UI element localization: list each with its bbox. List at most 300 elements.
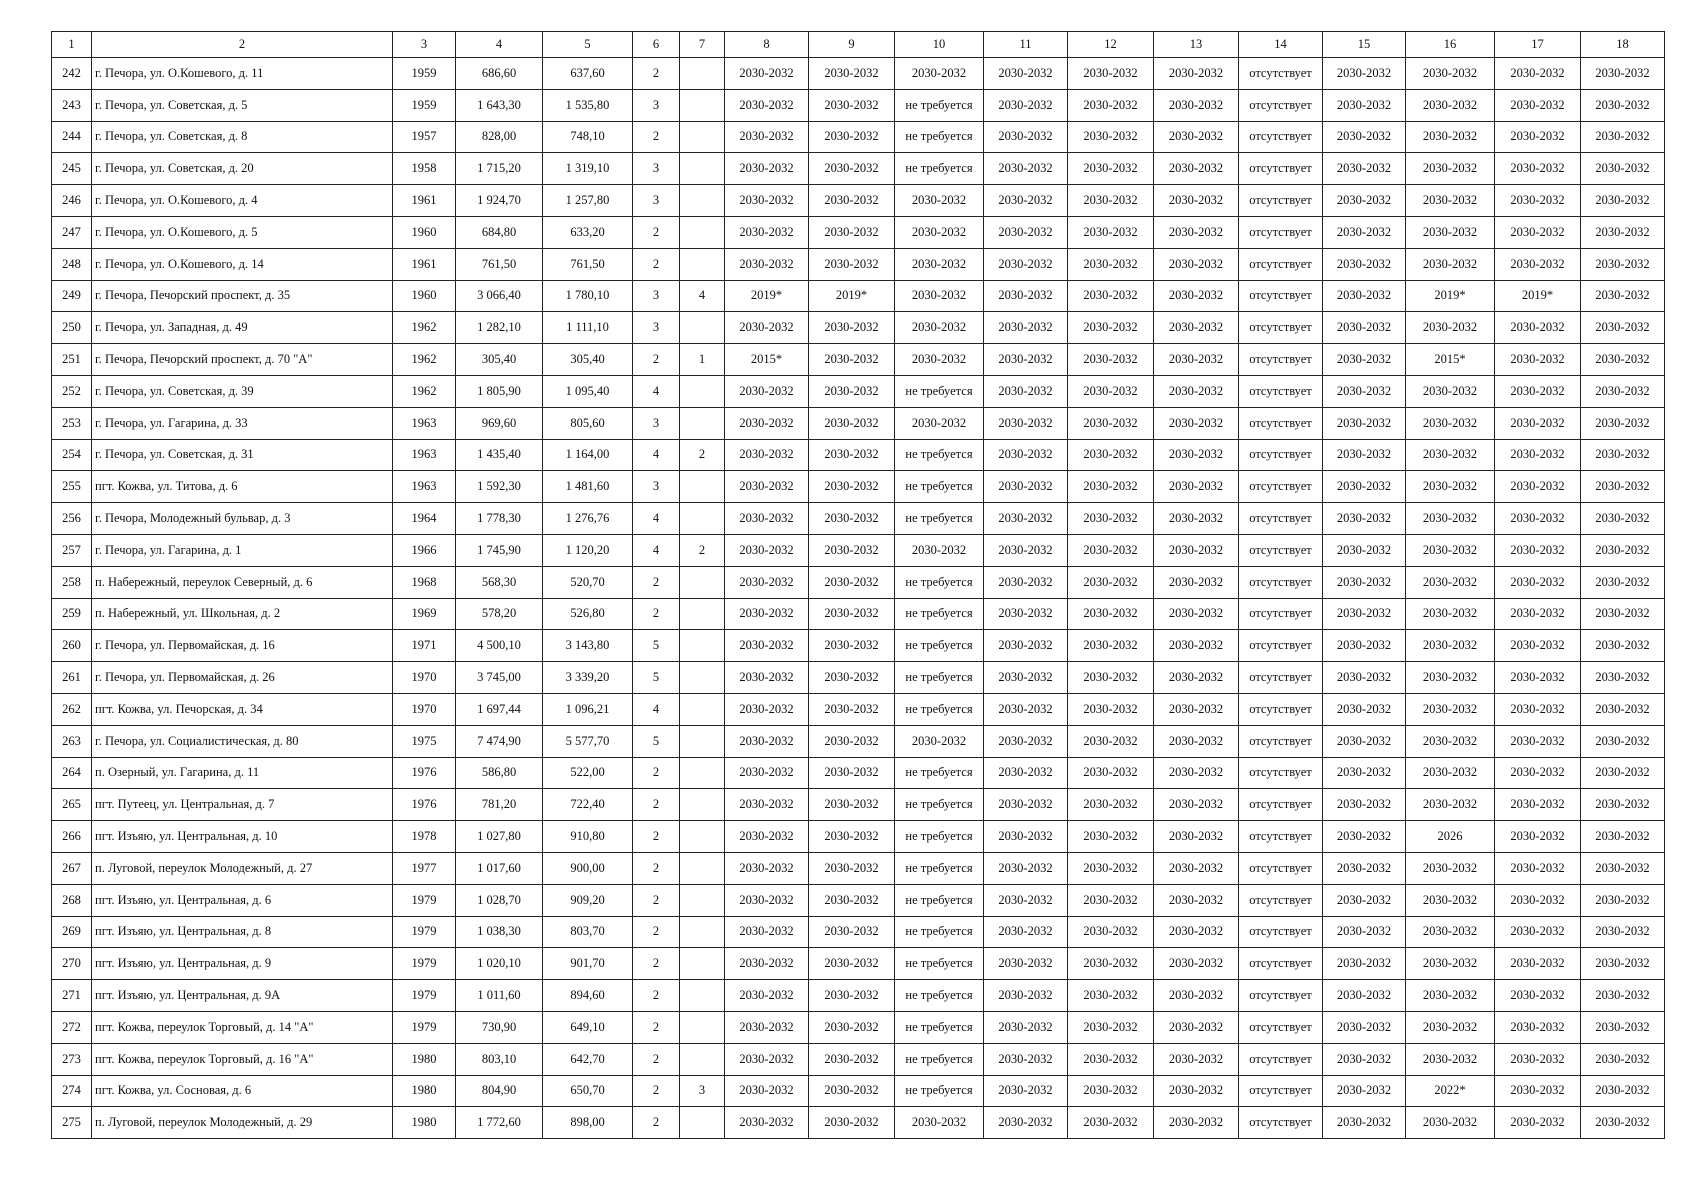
table-cell: 2030-2032 [1581,1107,1665,1139]
table-cell: 2030-2032 [1495,344,1581,376]
table-cell: 2030-2032 [1068,884,1154,916]
column-header-9: 9 [809,32,895,58]
table-row [52,121,1665,153]
table-cell: 2030-2032 [725,948,809,980]
table-cell: 3 [633,153,680,185]
table-row [52,534,1665,566]
table-cell: 2030-2032 [984,630,1068,662]
row-number-cell: 246 [52,185,92,217]
table-cell: 1 276,76 [543,503,633,535]
table-cell: 2030-2032 [725,407,809,439]
table-cell: 1 096,21 [543,693,633,725]
table-cell: 1 020,10 [456,948,543,980]
table-cell: 2030-2032 [725,693,809,725]
table-cell [680,153,725,185]
table-cell: 2030-2032 [1068,185,1154,217]
table-cell: 2030-2032 [725,121,809,153]
table-cell: 2030-2032 [984,503,1068,535]
table-cell: 1 120,20 [543,534,633,566]
address-cell: г. Печора, ул. О.Кошевого, д. 14 [92,248,393,280]
table-cell: 910,80 [543,821,633,853]
table-cell: 1960 [393,280,456,312]
address-cell: г. Печора, ул. Советская, д. 5 [92,89,393,121]
table-cell: 2 [633,58,680,90]
table-cell: 2030-2032 [809,821,895,853]
row-number-cell: 261 [52,662,92,694]
table-cell: не требуется [895,1075,984,1107]
table-cell: 2030-2032 [1323,1011,1406,1043]
row-number-cell: 245 [52,153,92,185]
table-cell: 2030-2032 [1068,1075,1154,1107]
table-cell: 2030-2032 [1323,1043,1406,1075]
table-cell: отсутствует [1239,280,1323,312]
table-cell [680,471,725,503]
table-cell: 2030-2032 [1068,757,1154,789]
table-cell: 1 535,80 [543,89,633,121]
table-cell: 2030-2032 [984,471,1068,503]
table-cell: 2030-2032 [1154,216,1239,248]
table-cell: 1980 [393,1107,456,1139]
table-cell: 804,90 [456,1075,543,1107]
table-cell: не требуется [895,662,984,694]
table-row [52,1043,1665,1075]
table-row [52,852,1665,884]
table-cell: 2030-2032 [1406,534,1495,566]
table-cell: 2030-2032 [895,344,984,376]
address-cell: п. Набережный, переулок Северный, д. 6 [92,566,393,598]
table-cell: 2030-2032 [895,534,984,566]
table-row [52,312,1665,344]
table-cell: 1 643,30 [456,89,543,121]
table-cell: 2030-2032 [984,662,1068,694]
table-cell: не требуется [895,1011,984,1043]
table-cell [680,1107,725,1139]
table-cell: 2030-2032 [1323,980,1406,1012]
table-cell: 1 481,60 [543,471,633,503]
row-number-cell: 244 [52,121,92,153]
table-row [52,407,1665,439]
table-cell [680,375,725,407]
table-cell: 2030-2032 [1154,439,1239,471]
table-cell: 2030-2032 [1154,1043,1239,1075]
table-cell: 2030-2032 [1581,725,1665,757]
table-cell: 2030-2032 [984,852,1068,884]
table-cell: 2030-2032 [1154,1107,1239,1139]
table-cell: 2030-2032 [1581,852,1665,884]
table-cell: 2030-2032 [1406,471,1495,503]
row-number-cell: 264 [52,757,92,789]
table-cell: 1966 [393,534,456,566]
address-cell: г. Печора, ул. Гагарина, д. 1 [92,534,393,566]
table-cell: 2030-2032 [1495,89,1581,121]
table-cell: 2030-2032 [1323,439,1406,471]
table-cell: 2030-2032 [984,884,1068,916]
column-header-5: 5 [543,32,633,58]
table-cell: 2030-2032 [1068,312,1154,344]
table-cell [680,1011,725,1043]
table-cell: отсутствует [1239,630,1323,662]
table-cell: 2030-2032 [1406,216,1495,248]
address-cell: пгт. Изъяю, ул. Центральная, д. 9А [92,980,393,1012]
table-cell: 2030-2032 [1154,884,1239,916]
table-cell: 1979 [393,884,456,916]
table-cell: 2030-2032 [1068,534,1154,566]
row-number-cell: 260 [52,630,92,662]
table-cell: 2030-2032 [1495,821,1581,853]
table-cell: 2030-2032 [1581,662,1665,694]
table-cell: 2 [633,598,680,630]
table-cell: 4 [633,439,680,471]
table-cell: 2030-2032 [1068,471,1154,503]
table-cell: 2030-2032 [809,757,895,789]
table-cell: 1 697,44 [456,693,543,725]
table-cell: 2030-2032 [1068,566,1154,598]
table-cell [680,598,725,630]
table-cell: 2030-2032 [725,58,809,90]
table-cell: 2030-2032 [1154,185,1239,217]
table-cell: 1977 [393,852,456,884]
table-cell: 3 [633,407,680,439]
table-cell: 1959 [393,58,456,90]
column-header-12: 12 [1068,32,1154,58]
row-number-cell: 265 [52,789,92,821]
table-cell: 7 474,90 [456,725,543,757]
table-cell: 2030-2032 [1581,980,1665,1012]
table-cell: 2030-2032 [895,185,984,217]
table-cell: 2030-2032 [1581,216,1665,248]
column-header-4: 4 [456,32,543,58]
column-header-18: 18 [1581,32,1665,58]
table-cell [680,216,725,248]
table-cell: 2030-2032 [725,1075,809,1107]
table-cell: 2030-2032 [1581,58,1665,90]
table-cell: 2030-2032 [1495,1011,1581,1043]
table-cell: 586,80 [456,757,543,789]
table-cell: 2030-2032 [1406,1043,1495,1075]
table-cell: 2030-2032 [1068,693,1154,725]
table-cell: 2030-2032 [1154,980,1239,1012]
column-header-11: 11 [984,32,1068,58]
table-cell: 2030-2032 [1406,503,1495,535]
table-cell: 4 [633,375,680,407]
table-cell: 2030-2032 [1406,1011,1495,1043]
table-cell: 1 028,70 [456,884,543,916]
table-cell: 2030-2032 [1581,407,1665,439]
table-cell: 2030-2032 [984,216,1068,248]
table-cell: 1 011,60 [456,980,543,1012]
table-cell: 2030-2032 [1495,375,1581,407]
table-cell: 2030-2032 [1495,566,1581,598]
table-cell: 2030-2032 [1068,980,1154,1012]
row-number-cell: 270 [52,948,92,980]
address-cell: г. Печора, ул. Первомайская, д. 26 [92,662,393,694]
table-cell: 2030-2032 [1154,662,1239,694]
table-row [52,216,1665,248]
table-cell: 2030-2032 [1154,471,1239,503]
table-cell: 1962 [393,312,456,344]
table-cell: 1 319,10 [543,153,633,185]
table-cell: 2030-2032 [725,630,809,662]
table-cell: 1 592,30 [456,471,543,503]
table-row [52,153,1665,185]
table-cell: 2030-2032 [1323,185,1406,217]
table-cell: 2030-2032 [1581,312,1665,344]
table-cell: 2030-2032 [1154,534,1239,566]
table-cell: 2030-2032 [725,153,809,185]
table-cell: 2030-2032 [1581,503,1665,535]
table-cell: 1 [680,344,725,376]
table-cell [680,630,725,662]
table-cell: 2030-2032 [1581,884,1665,916]
table-cell: 2030-2032 [1068,216,1154,248]
table-cell: 2030-2032 [984,248,1068,280]
table-cell [680,916,725,948]
table-cell: отсутствует [1239,407,1323,439]
address-cell: г. Печора, Печорский проспект, д. 70 "А" [92,344,393,376]
table-cell: 5 [633,630,680,662]
table-cell: 1 282,10 [456,312,543,344]
table-cell: 2030-2032 [809,598,895,630]
table-cell: 2030-2032 [809,248,895,280]
table-cell: 2030-2032 [1495,852,1581,884]
table-row [52,185,1665,217]
row-number-cell: 247 [52,216,92,248]
table-cell: 2030-2032 [1495,407,1581,439]
table-cell: 2030-2032 [1406,757,1495,789]
table-cell: 2030-2032 [809,153,895,185]
table-cell: 2030-2032 [984,439,1068,471]
table-cell: 2030-2032 [809,916,895,948]
table-cell: 2015* [725,344,809,376]
row-number-cell: 255 [52,471,92,503]
table-cell: отсутствует [1239,598,1323,630]
table-cell: 2030-2032 [1495,662,1581,694]
table-cell: 2030-2032 [725,980,809,1012]
table-cell: 2 [633,884,680,916]
table-cell: не требуется [895,693,984,725]
table-cell: 1969 [393,598,456,630]
table-row [52,1075,1665,1107]
address-cell: пгт. Кожва, переулок Торговый, д. 16 "А" [92,1043,393,1075]
table-row [52,471,1665,503]
table-cell: 2 [633,852,680,884]
address-cell: г. Печора, ул. Гагарина, д. 33 [92,407,393,439]
table-cell: 2030-2032 [1406,1107,1495,1139]
address-cell: г. Печора, Печорский проспект, д. 35 [92,280,393,312]
table-cell: 2030-2032 [809,312,895,344]
table-cell: 1 038,30 [456,916,543,948]
table-cell: 4 [680,280,725,312]
table-cell: 2 [633,1011,680,1043]
table-cell: 1 111,10 [543,312,633,344]
housing-repair-schedule-table [51,31,1665,1139]
table-cell: 642,70 [543,1043,633,1075]
table-cell: 2030-2032 [1323,121,1406,153]
table-cell: 761,50 [543,248,633,280]
column-header-6: 6 [633,32,680,58]
table-cell: 2030-2032 [1323,598,1406,630]
table-cell: 898,00 [543,1107,633,1139]
table-cell: 5 577,70 [543,725,633,757]
table-cell: 1979 [393,916,456,948]
table-cell: отсутствует [1239,344,1323,376]
table-cell: 2030-2032 [809,121,895,153]
table-cell: 2030-2032 [725,89,809,121]
table-cell: 2030-2032 [809,503,895,535]
table-cell: отсутствует [1239,693,1323,725]
table-cell: 2030-2032 [809,439,895,471]
table-cell: 1964 [393,503,456,535]
table-cell: 2030-2032 [1068,598,1154,630]
table-cell: 2030-2032 [984,89,1068,121]
table-cell: 2030-2032 [1406,598,1495,630]
table-cell: не требуется [895,89,984,121]
table-cell: 2030-2032 [1323,216,1406,248]
table-cell: 2030-2032 [1068,1011,1154,1043]
table-cell: 2019* [1406,280,1495,312]
table-cell: 2030-2032 [1581,471,1665,503]
table-cell: 2030-2032 [1581,1011,1665,1043]
table-cell: 2030-2032 [809,1043,895,1075]
table-row [52,248,1665,280]
table-cell: 2030-2032 [1495,884,1581,916]
table-cell: 2030-2032 [1406,725,1495,757]
address-cell: пгт. Изъяю, ул. Центральная, д. 8 [92,916,393,948]
address-cell: г. Печора, ул. Советская, д. 8 [92,121,393,153]
address-cell: п. Луговой, переулок Молодежный, д. 27 [92,852,393,884]
table-cell: отсутствует [1239,821,1323,853]
table-cell: не требуется [895,471,984,503]
table-cell: 2030-2032 [1581,693,1665,725]
address-cell: г. Печора, ул. Советская, д. 20 [92,153,393,185]
table-cell: 2030-2032 [1406,916,1495,948]
table-cell: 2030-2032 [1495,503,1581,535]
table-cell: 1976 [393,789,456,821]
table-cell: 2030-2032 [1406,884,1495,916]
table-cell: не требуется [895,789,984,821]
table-cell: 1962 [393,344,456,376]
table-cell: 2030-2032 [1323,58,1406,90]
table-cell [680,662,725,694]
table-cell: 2030-2032 [1406,948,1495,980]
table-cell: 2030-2032 [809,980,895,1012]
table-cell: 2030-2032 [809,1011,895,1043]
address-cell: пгт. Изъяю, ул. Центральная, д. 10 [92,821,393,853]
table-row [52,884,1665,916]
table-cell: 2030-2032 [1154,375,1239,407]
table-cell: 2030-2032 [984,1075,1068,1107]
table-cell: 522,00 [543,757,633,789]
table-cell: отсутствует [1239,375,1323,407]
address-cell: г. Печора, ул. Советская, д. 31 [92,439,393,471]
table-cell: 2030-2032 [809,534,895,566]
table-cell: 2030-2032 [1154,916,1239,948]
table-cell: 2030-2032 [725,439,809,471]
table-cell: 1 027,80 [456,821,543,853]
table-cell: 2030-2032 [1154,852,1239,884]
row-number-cell: 242 [52,58,92,90]
table-cell: отсутствует [1239,662,1323,694]
table-cell: 1970 [393,662,456,694]
table-cell: 2030-2032 [1495,980,1581,1012]
row-number-cell: 266 [52,821,92,853]
table-row [52,598,1665,630]
table-cell: 2030-2032 [1323,89,1406,121]
table-cell: 2030-2032 [725,884,809,916]
column-header-15: 15 [1323,32,1406,58]
table-cell: 1963 [393,407,456,439]
table-cell: 2030-2032 [1406,312,1495,344]
table-cell: 2030-2032 [1406,693,1495,725]
table-cell: 748,10 [543,121,633,153]
table-cell: 2030-2032 [984,407,1068,439]
table-cell: 2030-2032 [1154,693,1239,725]
table-cell: 2 [633,980,680,1012]
table-cell: отсутствует [1239,216,1323,248]
table-cell: 2030-2032 [1495,153,1581,185]
row-number-cell: 273 [52,1043,92,1075]
table-cell: 2030-2032 [1495,1075,1581,1107]
table-cell: 2030-2032 [1154,312,1239,344]
table-cell: 2030-2032 [1323,344,1406,376]
table-cell: 2030-2032 [1406,185,1495,217]
table-cell: 2030-2032 [809,948,895,980]
table-cell: 2030-2032 [895,407,984,439]
table-cell [680,821,725,853]
table-cell: 1979 [393,948,456,980]
table-cell: 1958 [393,153,456,185]
table-cell: 1970 [393,693,456,725]
table-cell: 2030-2032 [725,216,809,248]
table-cell: 901,70 [543,948,633,980]
table-cell: 2030-2032 [1154,598,1239,630]
table-cell: 2030-2032 [809,185,895,217]
table-cell: отсутствует [1239,58,1323,90]
address-cell: г. Печора, ул. Западная, д. 49 [92,312,393,344]
table-cell: 1963 [393,439,456,471]
table-cell: 2030-2032 [1406,980,1495,1012]
table-cell: 2030-2032 [725,789,809,821]
table-cell: 649,10 [543,1011,633,1043]
table-cell: 2030-2032 [1154,344,1239,376]
table-cell: 1 924,70 [456,185,543,217]
row-number-cell: 249 [52,280,92,312]
table-cell: 2030-2032 [1406,248,1495,280]
table-cell: 2 [633,789,680,821]
address-cell: п. Озерный, ул. Гагарина, д. 11 [92,757,393,789]
table-cell: 2030-2032 [1323,725,1406,757]
table-cell: 2030-2032 [984,1043,1068,1075]
table-cell: 2030-2032 [725,534,809,566]
table-cell: 3 339,20 [543,662,633,694]
table-cell: не требуется [895,916,984,948]
table-cell [680,725,725,757]
table-cell: отсутствует [1239,1075,1323,1107]
table-cell: 722,40 [543,789,633,821]
address-cell: г. Печора, ул. Советская, д. 39 [92,375,393,407]
table-cell [680,503,725,535]
table-cell: 2030-2032 [809,725,895,757]
table-cell: 1980 [393,1043,456,1075]
table-cell: 2030-2032 [809,1075,895,1107]
table-cell: отсутствует [1239,89,1323,121]
table-cell: 684,80 [456,216,543,248]
table-cell: отсутствует [1239,439,1323,471]
table-cell: 2030-2032 [809,407,895,439]
table-cell: не требуется [895,1043,984,1075]
table-cell: 2030-2032 [725,312,809,344]
table-cell: 2030-2032 [1323,757,1406,789]
